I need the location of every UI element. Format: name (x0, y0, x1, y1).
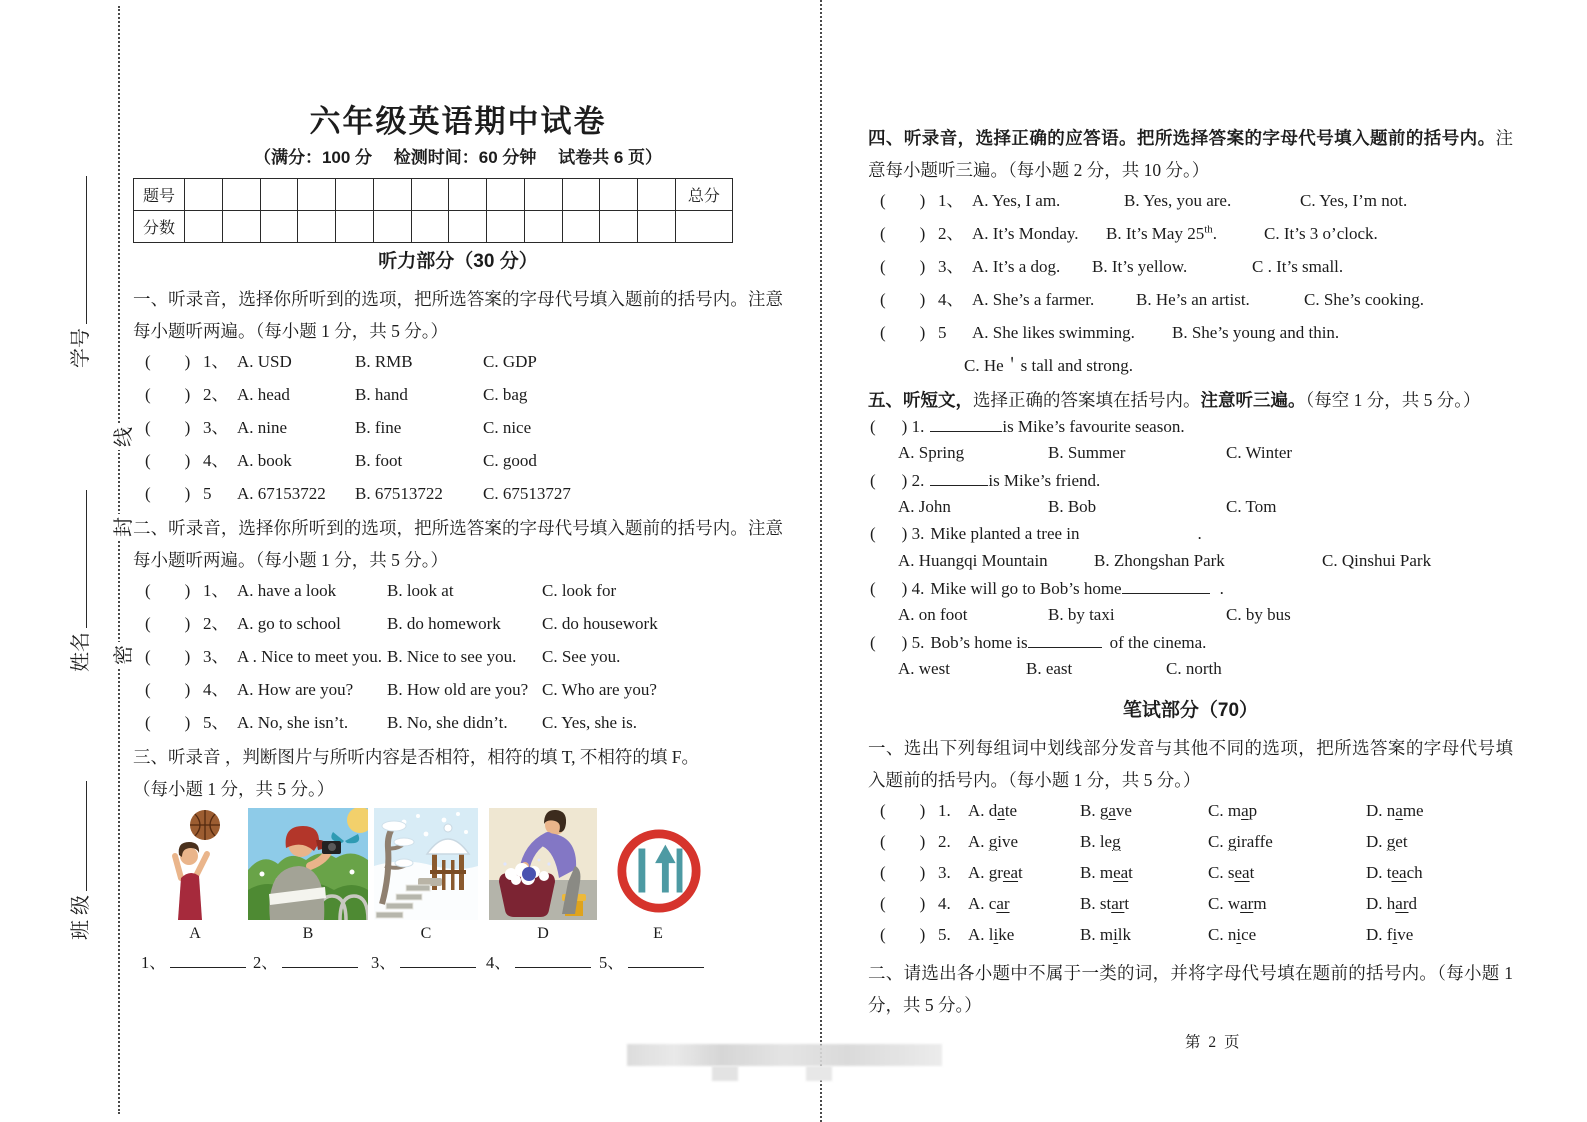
option-a: A. Huangqi Mountain (898, 551, 1048, 570)
score-cell (449, 179, 487, 211)
stem-period: . (1219, 579, 1224, 599)
paren-open: ( (870, 524, 876, 544)
option-c: C. good (483, 451, 537, 470)
question-row (133, 380, 783, 413)
question-stem (868, 470, 1513, 497)
score-header-total: 总分 (675, 179, 732, 211)
score-cell (411, 179, 449, 211)
redacted-watermark-fragment (806, 1066, 832, 1081)
option-c: C. Yes, she is. (542, 713, 637, 732)
s5-item (868, 578, 1513, 632)
answer-slot (253, 949, 358, 973)
right-column (868, 122, 1513, 1021)
question-number: 1、 (938, 191, 964, 210)
option-c: C. 67513727 (483, 484, 571, 503)
option-b: B. Nice to see you. (387, 647, 517, 666)
question-number: 3、 (203, 647, 229, 666)
option-b: B. 67513722 (355, 484, 443, 503)
question-row (133, 609, 783, 642)
option-a: A. west (898, 659, 950, 678)
question-number: 2、 (203, 385, 229, 404)
class-field (64, 765, 93, 940)
score-cell (449, 211, 487, 243)
option-b: B. Zhongshan Park (1094, 551, 1225, 570)
option-a: A. No, she isn’t. (237, 713, 349, 732)
option-c: C. north (1166, 659, 1222, 678)
option-c: C . It’s small. (1252, 257, 1344, 276)
answer-slot (599, 949, 704, 973)
question-number: 1、 (203, 352, 229, 371)
paren-open: ( (870, 579, 876, 599)
option-c: C. nice (483, 418, 532, 437)
option-b: B. look at (387, 581, 454, 600)
stem-text-after: of the cinema. (1109, 633, 1207, 653)
name-blank-line (68, 490, 87, 628)
listening-s2-instructions: 二、听录音，选择你所听到的选项，把所选答案的字母代号填入题前的括号内。注意每小题听两遍。（每小题 1 分，共 5 分。） (133, 518, 783, 570)
option-a: A. like (968, 925, 1015, 944)
student-id-blank-line (68, 176, 87, 324)
image-label-c: C (420, 925, 432, 942)
option-c: C. Qinshui Park (1322, 551, 1432, 570)
question-row (868, 889, 1513, 920)
option-a: A. How are you? (237, 680, 354, 699)
options-row (868, 659, 1513, 686)
fill-blank (930, 416, 1002, 432)
option-a: A. go to school (237, 614, 341, 633)
question-stem (868, 416, 1513, 443)
person-washing-clothes-image (489, 808, 597, 925)
option-b: B. No, she didn’t. (387, 713, 508, 732)
question-row (868, 219, 1513, 252)
written-w1-instructions: 一、选出下列每组词中划线部分发音与其他不同的选项，把所选答案的字母代号填入题前的括号内。（每小题 1 分，共 5 分。） (868, 738, 1513, 790)
question-number: ) 1. (901, 417, 925, 437)
option-a: A. book (237, 451, 292, 470)
option-d: D. name (1366, 801, 1424, 820)
option-c: C. See you. (542, 647, 621, 666)
score-cell (600, 211, 638, 243)
fill-blank (930, 470, 988, 486)
option-c: C. GDP (483, 352, 537, 371)
option-c: C. seat (1208, 863, 1255, 882)
score-cell (185, 179, 223, 211)
option-b: B. east (1026, 659, 1073, 678)
question-row (133, 642, 783, 675)
question-row (868, 796, 1513, 827)
option-b: B. milk (1080, 925, 1132, 944)
score-table-row-scores (134, 211, 733, 243)
question-row (868, 858, 1513, 889)
answer-number: 5、 (599, 953, 624, 972)
option-c: C. It’s 3 o’clock. (1264, 224, 1378, 243)
option-b: B. by taxi (1048, 605, 1115, 624)
score-cell (298, 211, 336, 243)
question-row (868, 252, 1513, 285)
question-row (868, 285, 1513, 318)
question-number: 4、 (203, 680, 229, 699)
s5-instructions-reg1: 选择正确的答案填在括号内。 (973, 390, 1201, 410)
answer-blank (170, 952, 246, 968)
score-cell (260, 211, 298, 243)
options-row (868, 551, 1513, 578)
question-number: 5 (938, 323, 947, 342)
column-divider-line (820, 0, 822, 1122)
option-c: C. bag (483, 385, 528, 404)
option-c: C. warm (1208, 894, 1267, 913)
stem-text: Mike planted a tree in (930, 524, 1080, 544)
option-a: A. give (968, 832, 1019, 851)
option-c: C. Winter (1226, 443, 1293, 462)
written-part-heading: 笔试部分（70） (1122, 700, 1259, 721)
option-d: D. teach (1366, 863, 1423, 882)
s5-item (868, 470, 1513, 524)
fill-blank (1122, 578, 1210, 594)
option-a: A. 67153722 (237, 484, 326, 503)
fill-gap (1080, 524, 1198, 539)
question-row (133, 413, 783, 446)
s4-instructions-bold: 四、听录音，选择正确的应答语。把所选择答案的字母代号填入题前的括号内。 (868, 128, 1496, 148)
option-c: C. look for (542, 581, 617, 600)
image-label-d: D (537, 925, 549, 942)
option-a: A. It’s a dog. (972, 257, 1061, 276)
score-cell (373, 179, 411, 211)
answer-bracket: ( ) (880, 832, 926, 851)
answer-bracket: ( ) (145, 385, 191, 404)
listening-s3-instructions: 三、听录音 ，判断图片与所听内容是否相符，相符的填 T, 不相符的填 F。 (133, 747, 699, 767)
option-a: A. on foot (898, 605, 968, 624)
redacted-watermark-fragment (712, 1066, 738, 1081)
answer-bracket: ( ) (145, 451, 191, 470)
question-number: 4. (938, 894, 951, 913)
answer-number: 4、 (486, 953, 511, 972)
options-row (868, 443, 1513, 470)
answers-row (133, 949, 783, 977)
question-number: 4、 (203, 451, 229, 470)
question-row (133, 479, 783, 512)
s5-instructions-reg2: （每空 1 分，共 5 分。） (1305, 390, 1481, 410)
option-b: B. leg (1080, 832, 1121, 851)
stem-text: Bob’s home is (930, 633, 1028, 653)
option-b: B. RMB (355, 352, 413, 371)
option-c: C. map (1208, 801, 1258, 820)
answer-bracket: ( ) (145, 581, 191, 600)
answer-blank (400, 952, 476, 968)
option-c: C. Who are you? (542, 680, 657, 699)
answer-bracket: ( ) (880, 191, 926, 210)
score-cell (260, 179, 298, 211)
option-c: C. do housework (542, 614, 658, 633)
question-number: 5 (203, 484, 212, 503)
listening-part-heading: 听力部分（30 分） (378, 251, 538, 272)
snowy-pavilion-image (374, 808, 478, 925)
option-b: B. He’s an artist. (1136, 290, 1250, 309)
paren-open: ( (870, 417, 876, 437)
question-stem (868, 632, 1513, 659)
option-d: D. hard (1366, 894, 1417, 913)
score-table-row-questions (134, 179, 733, 211)
score-cell (562, 179, 600, 211)
option-b: B. start (1080, 894, 1130, 913)
question-row (133, 708, 783, 741)
seal-char-xian: 线 (105, 424, 138, 450)
class-blank-line (68, 781, 87, 891)
student-id-field (64, 168, 93, 368)
option-b: B. Yes, you are. (1124, 191, 1232, 210)
listening-s4-instructions (868, 122, 1513, 186)
seal-dotted-line (118, 6, 120, 1114)
option-b: B. hand (355, 385, 408, 404)
fill-blank (1028, 632, 1102, 648)
question-number: 4、 (938, 290, 964, 309)
option-b: B. Bob (1048, 497, 1097, 516)
two-way-traffic-sign-image (616, 828, 702, 919)
answer-bracket: ( ) (145, 352, 191, 371)
answer-bracket: ( ) (880, 224, 926, 243)
option-b: B. fine (355, 418, 402, 437)
option-a: A. date (968, 801, 1018, 820)
seal-char-mi: 密 (105, 642, 138, 668)
question-row (133, 446, 783, 479)
option-b-period: . (1212, 224, 1218, 243)
option-b (1106, 224, 1264, 244)
answer-bracket: ( ) (880, 290, 926, 309)
score-cell (222, 179, 260, 211)
option-a: A. nine (237, 418, 288, 437)
name-label: 姓名 (70, 632, 92, 672)
score-header-score: 分数 (134, 211, 185, 243)
score-cell (562, 211, 600, 243)
option-a: A . Nice to meet you. (237, 647, 382, 666)
score-cell (524, 179, 562, 211)
option-b: B. Summer (1048, 443, 1126, 462)
score-cell (185, 211, 223, 243)
listening-s1-instructions: 一、听录音，选择你所听到的选项，把所选答案的字母代号填入题前的括号内。注意每小题听两遍。（每小题 1 分，共 5 分。） (133, 289, 783, 341)
answer-bracket: ( ) (145, 680, 191, 699)
written-w2-instructions: 二、请选出各小题中不属于一类的词，并将字母代号填在题前的括号内。（每小题 1 分，共 5 分。） (868, 963, 1513, 1015)
answer-bracket: ( ) (880, 257, 926, 276)
answer-bracket: ( ) (145, 484, 191, 503)
option-a: A. great (968, 863, 1023, 882)
options-row (868, 497, 1513, 524)
question-number: 1、 (203, 581, 229, 600)
option-c: C. Tom (1226, 497, 1277, 516)
question-row (133, 576, 783, 609)
s5-item (868, 524, 1513, 578)
student-id-label: 学号 (70, 328, 92, 368)
score-cell (600, 179, 638, 211)
score-cell (638, 211, 676, 243)
answer-number: 2、 (253, 953, 278, 972)
answer-bracket: ( ) (880, 801, 926, 820)
option-a: A. USD (237, 352, 292, 371)
image-label-a: A (189, 925, 201, 942)
class-label: 班 级 (70, 895, 92, 940)
image-label-e: E (653, 925, 663, 942)
question-number: 5、 (203, 713, 229, 732)
score-table (133, 178, 733, 243)
question-number: 2、 (938, 224, 964, 243)
question-number: ) 3. (901, 524, 925, 544)
answer-number: 1、 (141, 953, 166, 972)
exam-title: 六年级英语期中试卷 (309, 104, 607, 139)
score-header-question: 题号 (134, 179, 185, 211)
paren-open: ( (870, 471, 876, 491)
option-c: C. nice (1208, 925, 1257, 944)
score-cell (373, 211, 411, 243)
listening-images (133, 813, 783, 925)
option-a: A. She likes swimming. (972, 323, 1135, 342)
option-b: B. do homework (387, 614, 501, 633)
answer-slot (486, 949, 591, 973)
option-d: D. five (1366, 925, 1414, 944)
question-row (868, 318, 1513, 351)
question-number: 2. (938, 832, 951, 851)
question-number: 3、 (203, 418, 229, 437)
answer-bracket: ( ) (145, 418, 191, 437)
redacted-watermark (627, 1044, 942, 1066)
score-cell (487, 211, 525, 243)
option-b: B. gave (1080, 801, 1132, 820)
question-number: ) 5. (901, 633, 925, 653)
answer-bracket: ( ) (880, 925, 926, 944)
option-c: C. giraffe (1208, 832, 1273, 851)
stem-text: is Mike’s favourite season. (1002, 417, 1185, 437)
option-a: A. have a look (237, 581, 337, 600)
answer-bracket: ( ) (145, 713, 191, 732)
image-label-b: B (302, 925, 314, 942)
option-a: A. She’s a farmer. (972, 290, 1095, 309)
option-b: B. foot (355, 451, 403, 470)
s5-instructions-bold1: 五、听短文， (868, 390, 973, 410)
question-stem (868, 524, 1513, 551)
answer-bracket: ( ) (145, 647, 191, 666)
image-labels-row (133, 925, 783, 949)
option-a: A. It’s Monday. (972, 224, 1079, 243)
boy-playing-basketball-image (168, 808, 228, 925)
left-column (133, 96, 783, 977)
answer-bracket: ( ) (145, 614, 191, 633)
option-b: B. meat (1080, 863, 1133, 882)
question-number: 3、 (938, 257, 964, 276)
question-number: 3. (938, 863, 951, 882)
listening-s5-instructions (868, 384, 1513, 416)
s5-instructions-bold2: 注意听三遍。 (1200, 390, 1306, 410)
question-row (868, 920, 1513, 951)
seal-char-feng: 封 (105, 514, 138, 540)
score-cell (487, 179, 525, 211)
score-cell (222, 211, 260, 243)
option-d: D. get (1366, 832, 1408, 851)
question-number: 1. (938, 801, 951, 820)
boy-taking-photo-image (248, 808, 368, 925)
option-a: A. head (237, 385, 290, 404)
score-cell (638, 179, 676, 211)
score-cell (336, 211, 374, 243)
answer-bracket: ( ) (880, 894, 926, 913)
question-row (868, 827, 1513, 858)
name-field (64, 482, 93, 672)
answer-number: 3、 (371, 953, 396, 972)
question-number: ) 4. (901, 579, 925, 599)
option-a: A. Spring (898, 443, 965, 462)
option-b: B. She’s young and thin. (1172, 323, 1340, 342)
score-cell (524, 211, 562, 243)
question-stem (868, 578, 1513, 605)
option-c: C. She’s cooking. (1304, 290, 1424, 309)
score-cell (298, 179, 336, 211)
listening-s3-points: （每小题 1 分，共 5 分。） (133, 779, 335, 799)
option-b: B. How old are you? (387, 680, 529, 699)
answer-blank (515, 952, 591, 968)
answer-slot (371, 949, 476, 973)
paren-open: ( (870, 633, 876, 653)
s4-instructions-rest: 注意每小题听三遍。（每小题 2 分，共 10 分。） (868, 128, 1513, 180)
question-row (133, 347, 783, 380)
option-c: C. by bus (1226, 605, 1291, 624)
stem-period: . (1197, 524, 1202, 544)
option-a: A. car (968, 894, 1010, 913)
s5-item (868, 416, 1513, 470)
question-row (133, 675, 783, 708)
exam-subtitle: （满分：100 分 检测时间：60 分钟 试卷共 6 页） (253, 148, 663, 167)
answer-slot (141, 949, 246, 973)
option-c: C. Yes, I’m not. (1300, 191, 1408, 210)
score-cell (675, 211, 732, 243)
stem-text: Mike will go to Bob’s home (930, 579, 1122, 599)
question-5-option-c: C. He＇s tall and strong. (964, 356, 1134, 375)
answer-bracket: ( ) (880, 323, 926, 342)
question-row (868, 186, 1513, 219)
page-number: 第 2 页 (1185, 1034, 1242, 1051)
question-number: 5. (938, 925, 951, 944)
answer-blank (628, 952, 704, 968)
score-cell (336, 179, 374, 211)
option-b: B. It’s yellow. (1092, 257, 1188, 276)
answer-bracket: ( ) (880, 863, 926, 882)
answer-blank (282, 952, 358, 968)
question-number: ) 2. (901, 471, 925, 491)
s5-item (868, 632, 1513, 686)
option-b-superscript: th (1204, 223, 1213, 236)
option-b-text: B. It’s May 25 (1106, 224, 1205, 243)
options-row (868, 605, 1513, 632)
stem-text: is Mike’s friend. (988, 471, 1101, 491)
score-cell (411, 211, 449, 243)
question-number: 2、 (203, 614, 229, 633)
option-a: A. John (898, 497, 951, 516)
option-a: A. Yes, I am. (972, 191, 1061, 210)
